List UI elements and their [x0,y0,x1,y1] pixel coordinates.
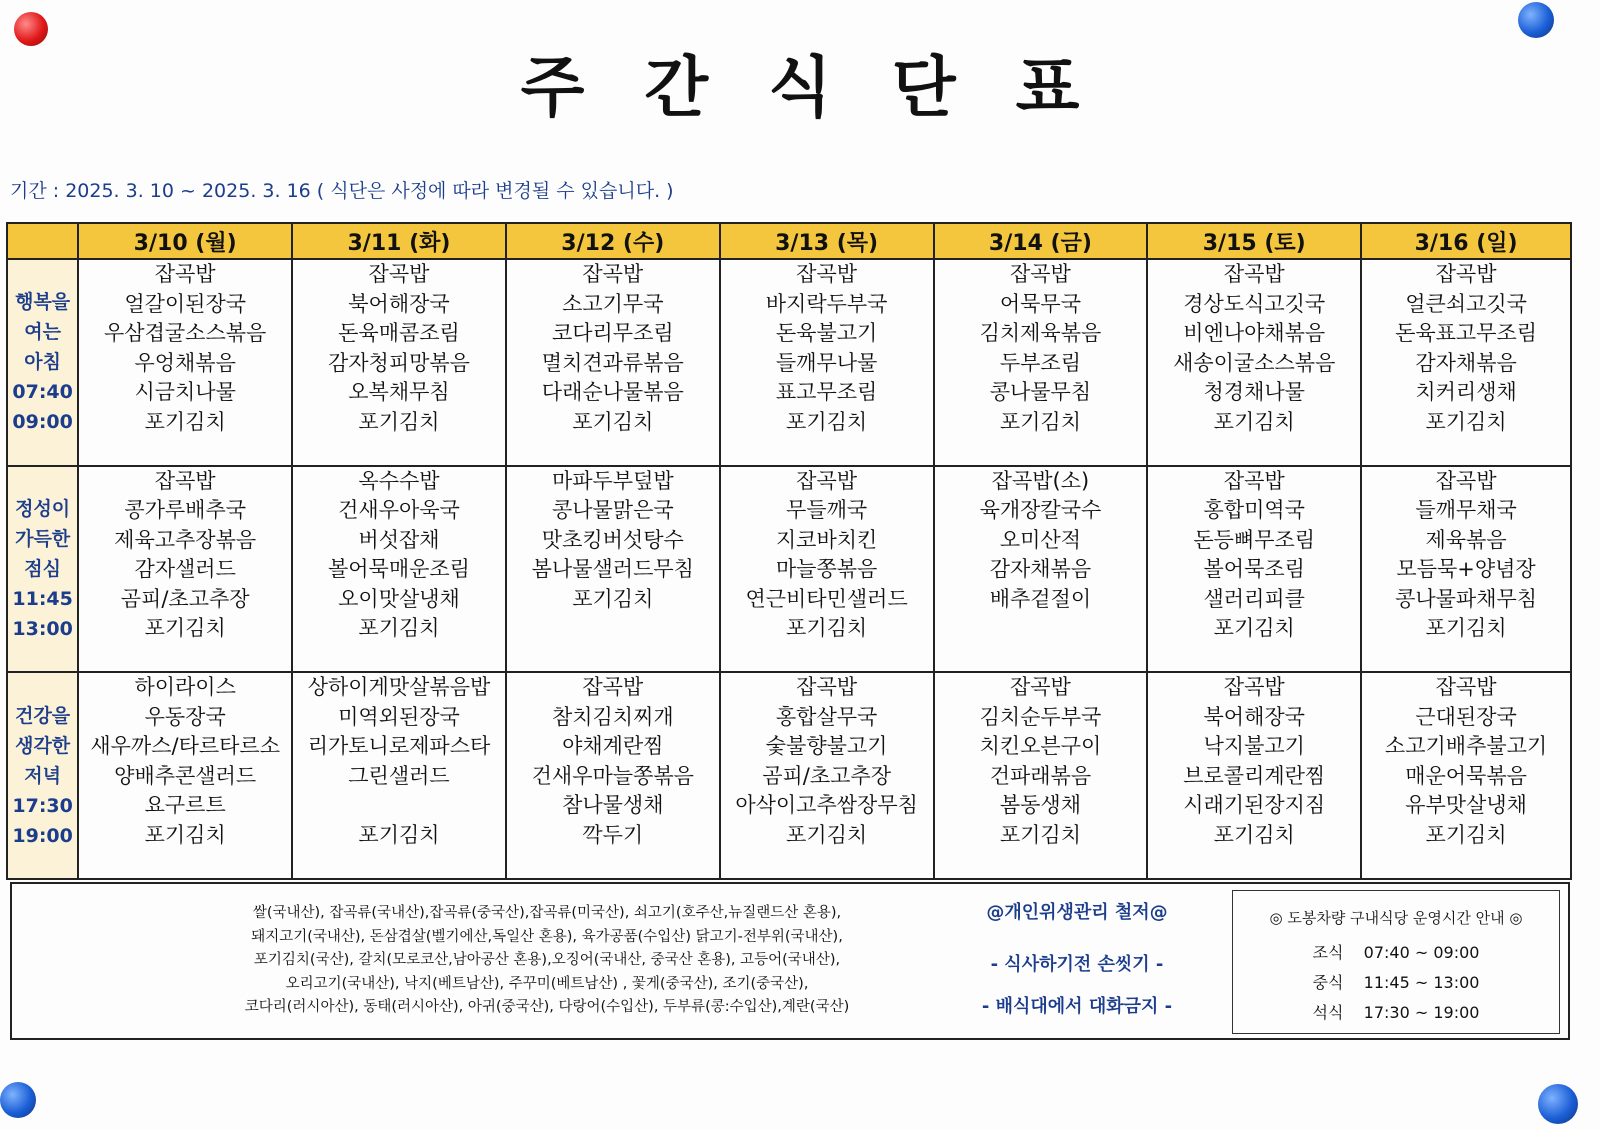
meal-label-line: 09:00 [12,411,73,434]
menu-item: 모듬묵+양념장 [1396,557,1536,582]
menu-item: 새우까스/타르타르소 [90,734,280,759]
day-header: 3/11 (화) [292,223,506,259]
menu-item: 새송이굴소스볶음 [1173,350,1336,375]
menu-item: 하이라이스 [134,675,236,700]
day-header: 3/16 (일) [1361,223,1571,259]
menu-item: 우삼겹굴소스볶음 [104,321,267,345]
menu-item: 홍합미역국 [1203,498,1305,523]
corner-cell [7,223,78,259]
blue-pin-icon [1538,1084,1578,1124]
meal-label-line: 여는 [24,321,61,344]
menu-item: 볼어묵조림 [1203,557,1305,582]
menu-cell [720,259,934,466]
menu-item: 마파두부덮밥 [551,468,674,493]
menu-item: 포기김치 [1425,616,1507,641]
menu-item: 유부맛살냉채 [1405,793,1527,818]
menu-item: 미역외된장국 [338,704,460,729]
menu-item: 오이맛살냉채 [338,586,460,611]
hours-row [1233,938,1559,968]
menu-item: 근대된장국 [1415,704,1517,729]
menu-item: 감자샐러드 [134,557,236,582]
menu-item: 코다리무조림 [551,321,674,345]
menu-item: 곰피/초고추장 [762,763,891,788]
meal-label-line: 19:00 [12,824,73,847]
day-header: 3/10 (월) [78,223,292,259]
menu-item: 북어해장국 [1203,704,1305,729]
menu-item: 청경채나물 [1203,380,1305,404]
menu-item: 잡곡밥 [154,468,216,493]
hours-time: 07:40 ~ 09:00 [1363,943,1480,962]
menu-item: 잡곡밥 [1009,675,1071,700]
menu-item: 상하이게맛살볶음밥 [307,675,491,700]
day-header: 3/14 (금) [934,223,1148,259]
operating-hours-box [1232,890,1560,1034]
meal-label [7,259,78,466]
menu-item: 잡곡밥 [368,262,430,286]
menu-item: 지코바치킨 [775,527,878,552]
meal-label-line: 생각한 [15,734,71,757]
menu-item: 잡곡밥 [1223,675,1285,700]
menu-item: 포기김치 [358,822,440,847]
menu-item: 요구르트 [144,793,226,818]
menu-item: 건새우아욱국 [338,498,460,523]
menu-item: 시금치나물 [134,380,236,404]
hours-label: 조식 [1312,943,1344,962]
menu-item: 건파래볶음 [989,763,1092,788]
info-footer [10,882,1570,1040]
menu-item: 들깨무나물 [775,350,878,375]
menu-item: 포기김치 [786,616,868,641]
menu-item: 제육고추장볶음 [114,527,257,552]
menu-item: 포기김치 [1425,822,1507,847]
menu-cell [506,672,720,879]
menu-cell [1147,466,1361,673]
menu-item: 포기김치 [1213,822,1295,847]
menu-item: 육개장칼국수 [979,498,1102,523]
origin-line: 돼지고기(국내산), 돈삼겹살(벨기에산,독일산 혼용), 육가공품(수입산) 닭고기-전부위(국내산), [251,928,843,945]
menu-cell [934,466,1148,673]
menu-item: 잡곡밥 [582,675,644,700]
menu-cell [292,466,506,673]
meal-label-line: 저녁 [24,764,61,787]
menu-item: 감자청피망볶음 [327,350,470,375]
menu-cell [1147,259,1361,466]
menu-item: 양배추콘샐러드 [114,763,257,788]
menu-item: 바지락두부국 [765,291,888,316]
menu-cell [292,672,506,879]
meal-label-line: 가득한 [15,527,71,550]
hygiene-notice [957,898,1197,1034]
menu-item: 잡곡밥 [582,262,644,286]
menu-cell [720,466,934,673]
menu-item: 봄나물샐러드무침 [531,557,694,582]
menu-item: 돈등뼈무조림 [1193,527,1316,552]
menu-item: 비엔나야채볶음 [1183,321,1326,345]
menu-item: 멸치견과류볶음 [541,350,684,375]
menu-item: 치킨오븐구이 [979,734,1102,759]
menu-cell [934,259,1148,466]
meal-row [7,466,1571,673]
menu-item: 돈육표고무조림 [1395,321,1538,345]
menu-item: 곰피/초고추장 [120,586,250,611]
menu-item: 매운어묵볶음 [1405,763,1527,788]
day-header: 3/12 (수) [506,223,720,259]
menu-item: 맛초킹버섯탕수 [541,527,684,552]
blue-pin-icon [1518,2,1554,38]
menu-item: 잡곡밥 [154,262,216,286]
menu-item: 김치제육볶음 [979,321,1102,345]
menu-period: 기간 : 2025. 3. 10 ~ 2025. 3. 16 ( 식단은 사정에 따라 변경될 수 있습니다. ) [10,180,674,202]
menu-item: 건새우마늘쫑볶음 [531,763,694,788]
menu-item: 콩나물맑은국 [551,498,674,523]
menu-item: 북어해장국 [348,291,450,316]
menu-item: 우동장국 [144,704,226,729]
origin-line: 포기김치(국산), 갈치(모로코산,남아공산 혼용),오징어(국내산, 중국산 혼용), 고등어(국내산), [253,952,841,968]
meal-label-line: 점심 [24,557,61,580]
menu-item: 다래순나물볶음 [541,380,684,404]
menu-item: 포기김치 [358,409,440,434]
menu-cell [78,466,292,673]
menu-item: 두부조림 [999,350,1081,375]
menu-item: 포기김치 [358,616,440,641]
menu-item: 돈육매콤조림 [338,321,460,345]
meal-label [7,672,78,879]
menu-item: 잡곡밥(소) [991,468,1090,493]
menu-item: 포기김치 [144,409,226,434]
hygiene-line: - 배식대에서 대화금지 - [981,996,1173,1017]
origin-line: 쌀(국내산), 잡곡류(국내산),잡곡류(중국산),잡곡류(미국산), 쇠고기(호주산,뉴질랜드산 혼용), [252,905,842,921]
meal-label-line: 행복을 [15,291,71,314]
menu-item: 어묵무국 [999,291,1081,316]
menu-cell [1361,259,1571,466]
meal-row [7,672,1571,879]
hours-title: ◎ 도봉차량 구내식당 운영시간 안내 ◎ [1269,909,1523,927]
menu-item: 돈육불고기 [775,321,878,345]
day-header: 3/13 (목) [720,223,934,259]
menu-item: 포기김치 [786,822,868,847]
menu-item: 낙지불고기 [1203,734,1305,759]
meal-label [7,466,78,673]
menu-item: 포기김치 [572,409,654,434]
menu-item: 잡곡밥 [796,262,858,286]
menu-item: 잡곡밥 [796,675,858,700]
menu-item: 제육볶음 [1425,527,1507,552]
menu-cell [506,259,720,466]
menu-item: 포기김치 [144,822,226,847]
hygiene-line: - 식사하기전 손씻기 - [990,954,1164,975]
menu-cell [1361,672,1571,879]
menu-item: 참나물생채 [562,793,664,818]
menu-item: 잡곡밥 [1223,468,1285,493]
menu-item: 포기김치 [144,616,226,641]
meal-label-line: 17:30 [12,794,73,817]
hours-label: 석식 [1312,1003,1344,1022]
menu-cell [1361,466,1571,673]
hours-label: 중식 [1312,973,1344,992]
menu-cell [506,466,720,673]
menu-item: 샐러리피클 [1203,586,1305,611]
menu-cell [934,672,1148,879]
menu-item: 연근비타민샐러드 [745,586,908,611]
meal-row [7,259,1571,466]
menu-item: 감자채볶음 [1415,350,1517,375]
meal-label-line: 정성이 [15,497,71,520]
weekly-menu-table [6,222,1572,880]
menu-item: 들깨무채국 [1415,498,1517,523]
menu-item: 포기김치 [999,409,1081,434]
menu-item [293,791,505,821]
meal-label-line: 07:40 [12,381,73,404]
menu-item: 우엉채볶음 [134,350,236,375]
menu-item: 포기김치 [572,586,654,611]
meal-label-line: 13:00 [12,617,73,640]
hours-row [1233,968,1559,998]
menu-item: 경상도식고깃국 [1183,291,1326,316]
menu-item: 얼갈이된장국 [124,291,247,316]
menu-item: 잡곡밥 [1009,262,1071,286]
menu-item: 볼어묵매운조림 [327,557,470,582]
menu-item: 치커리생채 [1415,380,1517,404]
menu-item: 배추겉절이 [989,586,1092,611]
menu-item: 포기김치 [1213,409,1295,434]
menu-item: 아삭이고추쌈장무침 [735,793,918,818]
menu-item: 포기김치 [1425,409,1507,434]
origin-line: 오리고기(국내산), 낙지(베트남산), 주꾸미(베트남산) , 꽃게(중국산), 조기(중국산), [285,975,809,992]
menu-item: 잡곡밥 [1435,468,1497,493]
blue-pin-icon [0,1082,36,1118]
menu-item: 콩가루배추국 [124,498,247,523]
menu-item: 시래기된장지짐 [1183,793,1326,818]
hours-time: 11:45 ~ 13:00 [1363,973,1480,992]
menu-item: 잡곡밥 [796,468,858,493]
menu-item: 소고기무국 [562,291,664,316]
menu-item: 참치김치찌개 [551,704,674,729]
origin-line: 코다리(러시아산), 동태(러시아산), 아귀(중국산), 다랑어(수입산), 두부류(콩:수입산),계란(국산) [244,999,850,1015]
menu-item: 포기김치 [786,409,868,434]
menu-cell [78,672,292,879]
menu-item: 김치순두부국 [979,704,1102,729]
menu-item: 무들깨국 [786,498,868,523]
menu-item: 마늘쫑볶음 [775,557,878,582]
meal-label-line: 건강을 [15,704,71,727]
meal-label-line: 아침 [24,351,61,374]
menu-item: 잡곡밥 [1435,262,1497,286]
menu-item: 오미산적 [999,527,1081,552]
menu-item: 얼큰쇠고깃국 [1405,291,1527,316]
page-title: 주간식단표 [520,49,1140,126]
menu-item: 홍합살무국 [775,704,878,729]
menu-item: 콩나물무침 [989,380,1092,404]
menu-cell [292,259,506,466]
menu-item: 포기김치 [999,822,1081,847]
origin-info [142,902,952,1020]
menu-item: 브로콜리계란찜 [1183,763,1326,788]
meal-label-line: 11:45 [12,587,73,610]
menu-item: 봄동생채 [999,793,1081,818]
menu-cell [78,259,292,466]
menu-item: 그린샐러드 [348,763,450,788]
menu-item: 숯불향불고기 [765,734,888,759]
day-header: 3/15 (토) [1147,223,1361,259]
menu-item: 야채계란찜 [562,734,664,759]
hygiene-title: @개인위생관리 철저@ [986,902,1168,923]
menu-cell [1147,672,1361,879]
menu-cell [720,672,934,879]
menu-item: 콩나물파채무침 [1395,586,1538,611]
menu-item: 깍두기 [582,822,644,847]
menu-item: 포기김치 [1213,616,1295,641]
hours-time: 17:30 ~ 19:00 [1363,1003,1480,1022]
menu-item: 버섯잡채 [358,527,440,552]
menu-item: 오복채무침 [348,380,450,404]
day-header-row [7,223,1571,259]
menu-item: 잡곡밥 [1223,262,1285,286]
menu-item: 잡곡밥 [1435,675,1497,700]
menu-item: 소고기배추불고기 [1384,734,1548,759]
menu-item: 표고무조림 [775,380,878,404]
menu-item: 리가토니로제파스타 [307,734,491,759]
hours-row [1233,998,1559,1028]
menu-item: 옥수수밥 [358,468,440,493]
menu-item: 감자채볶음 [989,557,1092,582]
